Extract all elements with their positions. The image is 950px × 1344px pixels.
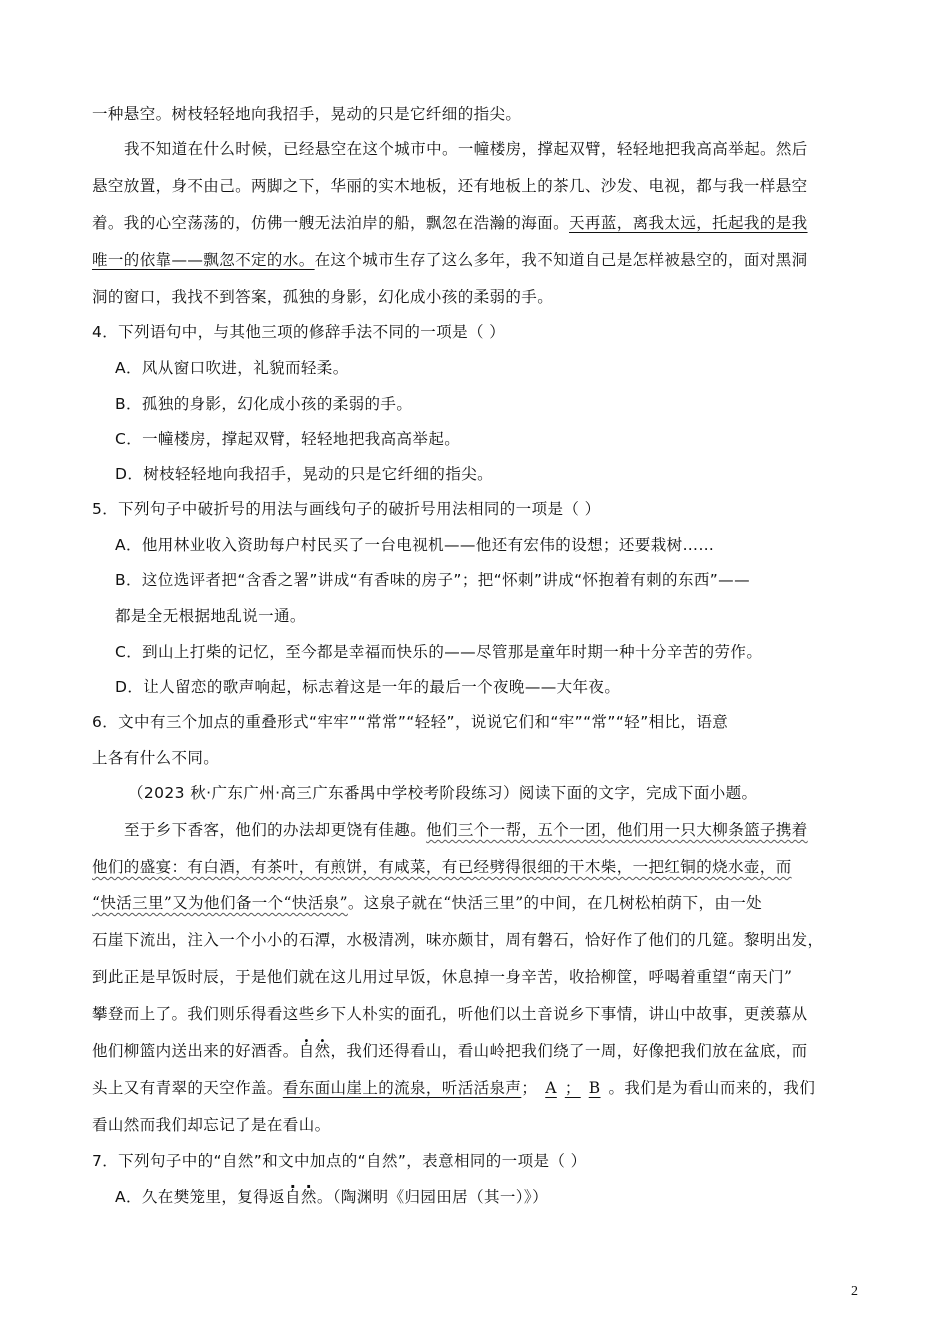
q5-option-c: C．到山上打柴的记忆，至今都是幸福而快乐的——尽管那是童年时期一种十分辛苦的劳作。	[115, 643, 763, 661]
q7-option-a-text: A．久在樊笼里，复得返	[115, 1188, 286, 1206]
passage2-line: 到此正是早饭时辰，于是他们就在这儿用过早饭，休息掉一身辛苦，收拾柳筐，呼喝着重望“南天门”	[92, 968, 793, 986]
source-line: （2023 秋·广东广州·高三广东番禺中学校考阶段练习）阅读下面的文字，完成下面小题。	[128, 784, 758, 802]
q5-option-d: D．让人留恋的歌声响起，标志着这是一年的最后一个夜晚——大年夜。	[115, 678, 621, 696]
passage2-line	[92, 893, 762, 913]
passage2-text: 。这泉子就在“快活三里”的中间，在几树松柏荫下，由一处	[347, 894, 763, 912]
q6-stem: 6．文中有三个加点的重叠形式“牢牢”“常常”“轻轻”，说说它们和“牢”“常”“轻”相比，语意	[92, 713, 729, 731]
passage2-text: 至于乡下香客，他们的办法却更饶有佳趣。	[124, 821, 427, 839]
q7-stem: 7．下列句子中的“自然”和文中加点的“自然”，表意相同的一项是（ ）	[92, 1152, 587, 1170]
q4-option-a: A．风从窗口吹进，礼貌而轻柔。	[115, 359, 349, 377]
passage2-text: ；	[521, 1079, 538, 1097]
underlined-sentence: 唯一的依靠——飘忽不定的水。	[92, 251, 315, 269]
underlined-sentence: 看东面山崖上的流泉，听活活泉声	[282, 1079, 522, 1097]
passage2-text: 头上又有青翠的天空作盖。	[92, 1079, 283, 1097]
passage2-text: 。我们是为看山而来的，我们	[608, 1079, 816, 1097]
wavy-underlined-text: 他们的盛宴：有白酒，有茶叶，有煎饼，有咸菜，有已经劈得很细的干木柴，一把红铜的烧水壶，而	[92, 858, 792, 876]
wavy-underlined-text: “快活三里”又为他们备一个“快活泉”	[92, 894, 348, 912]
passage2-line: 看山然而我们却忘记了是在看山。	[92, 1116, 331, 1134]
passage1-text: 着。我的心空荡荡的，仿佛一艘无法泊岸的船，飘忽在浩瀚的海面。	[92, 214, 570, 232]
passage1-line: 洞的窗口，我找不到答案，孤独的身影，幻化成小孩的柔弱的手。	[92, 288, 554, 306]
passage2-line: 石崖下流出，注入一个小小的石潭，水极清冽，味亦颇甘，周有磐石，恰好作了他们的几筵。黎明出发，	[92, 931, 824, 949]
underlined-sentence: 天再蓝，离我太远，托起我的是我	[569, 214, 808, 232]
blank-b: B	[588, 1079, 601, 1097]
passage1-line	[92, 213, 808, 233]
passage1-line	[92, 250, 808, 270]
passage1-line: 我不知道在什么时候，已经悬空在这个城市中。一幢楼房，撑起双臂，轻轻地把我高高举起。然后	[124, 140, 808, 158]
q7-option-a-text: 。（陶渊明《归园田居（其一）》）	[316, 1188, 548, 1206]
passage2-line	[92, 1078, 815, 1098]
q4-option-d: D．树枝轻轻地向我招手，晃动的只是它纤细的指尖。	[115, 465, 494, 483]
passage2-text: 他们柳篮内送出来的好酒香。	[92, 1042, 299, 1060]
passage2-line: 攀登而上了。我们则乐得看这些乡下人朴实的面孔，听他们以土音说乡下事情，讲山中故事，更羡慕从	[92, 1005, 808, 1023]
q5-stem: 5．下列句子中破折号的用法与画线句子的破折号用法相同的一项是（ ）	[92, 500, 601, 518]
passage2-line	[92, 857, 792, 877]
q4-option-b: B．孤独的身影，幻化成小孩的柔弱的手。	[115, 395, 413, 413]
blank-separator: ；	[564, 1079, 581, 1097]
dotted-word	[299, 1042, 331, 1060]
blank-a: A	[545, 1079, 557, 1097]
passage1-text: 在这个城市生存了这么多年，我不知道自己是怎样被悬空的，面对黑洞	[314, 251, 808, 269]
passage2-line	[124, 820, 808, 840]
passage1-line: 悬空放置，身不由己。两脚之下，华丽的实木地板，还有地板上的茶几、沙发、电视，都与我一样悬空	[92, 177, 808, 195]
q5-option-b: B．这位选评者把“含香之署”讲成“有香味的房子”；把“怀刺”讲成“怀抱着有刺的东西”——	[115, 571, 750, 589]
q5-option-b-cont: 都是全无根据地乱说一通。	[115, 607, 306, 625]
dotted-character: 然	[300, 1188, 317, 1206]
dotted-character: 然	[314, 1042, 331, 1060]
passage1-line: 一种悬空。树枝轻轻地向我招手，晃动的只是它纤细的指尖。	[92, 105, 522, 123]
dotted-character: 自	[298, 1042, 315, 1060]
dotted-character: 自	[285, 1188, 301, 1206]
page-number: 2	[851, 1284, 858, 1299]
q4-stem: 4．下列语句中，与其他三项的修辞手法不同的一项是（ ）	[92, 323, 506, 341]
passage2-line	[92, 1041, 808, 1061]
q6-stem-cont: 上各有什么不同。	[92, 749, 220, 767]
q4-option-c: C．一幢楼房，撑起双臂，轻轻地把我高高举起。	[115, 430, 461, 448]
q5-option-a: A．他用林业收入资助每户村民买了一台电视机——他还有宏伟的设想；还要栽树……	[115, 536, 715, 554]
wavy-underlined-text: 他们三个一帮，五个一团，他们用一只大柳条篮子携着	[426, 821, 808, 839]
passage2-text: ，我们还得看山，看山岭把我们绕了一周，好像把我们放在盆底，而	[330, 1042, 808, 1060]
q7-option-a	[115, 1187, 548, 1207]
dotted-word	[285, 1188, 317, 1206]
